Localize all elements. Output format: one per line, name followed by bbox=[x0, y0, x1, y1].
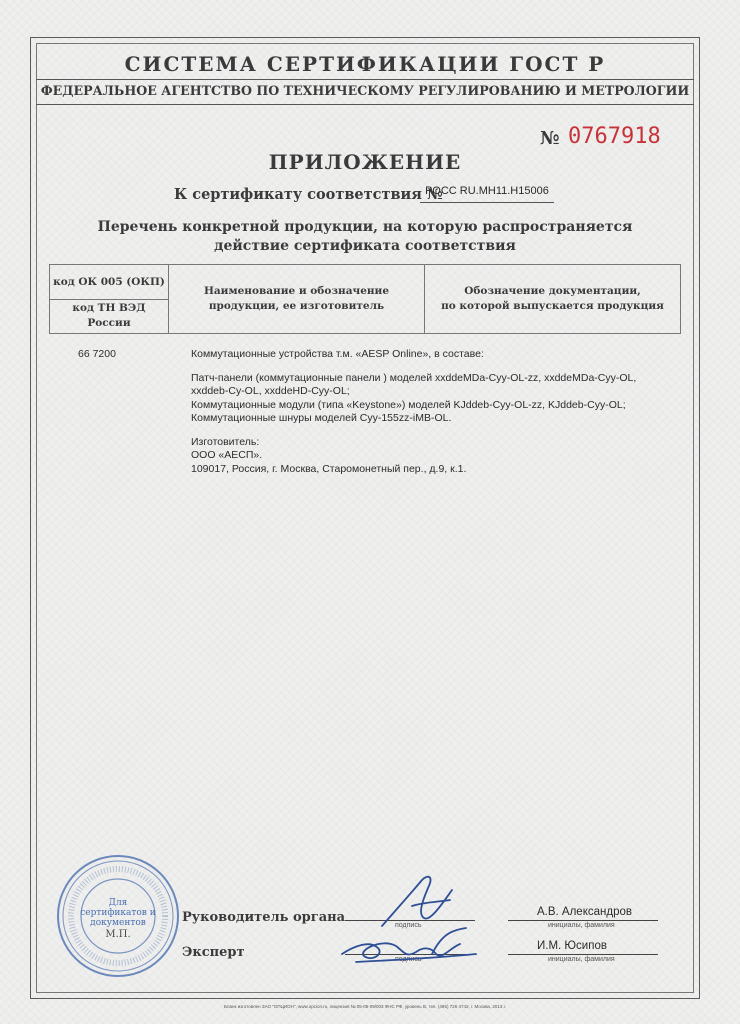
agency-title: ФЕДЕРАЛЬНОЕ АГЕНТСТВО ПО ТЕХНИЧЕСКОМУ РЕГУЛИРОВАНИЮ И МЕТРОЛОГИИ bbox=[40, 83, 690, 98]
stamp-text: документов bbox=[90, 918, 146, 928]
stamp-mp: М.П. bbox=[105, 929, 131, 940]
head-signature bbox=[372, 872, 467, 932]
product-item: Патч-панели (коммутационные панели ) моделей xxddeMDa-Cyy-OL-zz, xxddeMDa-Cyy-OL, xxddeb-Cy-OL, xxddeHD-Cyy-OL; bbox=[191, 371, 637, 397]
form-number: 0767918 bbox=[568, 124, 661, 149]
certificate-label: К сертификату соответствия № bbox=[174, 186, 443, 203]
column-documentation: Обозначение документации, по которой выпускается продукция bbox=[441, 285, 664, 312]
product-item: Коммутационные модули (типа «Keystone») моделей KJddeb-Cyy-OL-zz, KJddeb-Cyy-OL; bbox=[191, 398, 626, 411]
form-number-sign: № bbox=[540, 128, 560, 149]
document-title: ПРИЛОЖЕНИЕ bbox=[268, 150, 462, 174]
column-tnved-code: код ТН ВЭД России bbox=[72, 302, 146, 329]
initials-caption: инициалы, фамилия bbox=[548, 956, 615, 963]
product-table-header bbox=[49, 264, 681, 334]
expert-signature bbox=[336, 924, 486, 970]
expert-name-line bbox=[508, 954, 658, 955]
product-intro: Коммутационные устройства т.м. «AESP Online», в составе: bbox=[191, 348, 484, 360]
product-description bbox=[191, 348, 651, 476]
manufacturer-label: Изготовитель: bbox=[191, 435, 260, 448]
list-heading-line-1: Перечень конкретной продукции, на которую распространяется bbox=[97, 219, 633, 235]
manufacturer-name: ООО «АЕСП». bbox=[191, 449, 263, 461]
list-heading-line-2: действие сертификата соответствия bbox=[214, 238, 516, 254]
stamp-text: Для bbox=[108, 898, 128, 908]
system-title: СИСТЕМА СЕРТИФИКАЦИИ ГОСТ Р bbox=[124, 52, 606, 76]
column-okp-code: код ОК 005 (ОКП) bbox=[53, 275, 165, 288]
expert-label: Эксперт bbox=[182, 945, 245, 960]
stamp-text: сертификатов и bbox=[80, 908, 156, 918]
header-divider-top bbox=[36, 79, 694, 80]
form-footer-note: Бланк изготовлен ЗАО "ОПЦИОН", www.opcion.ru, лицензия № 05-05-09/003 ФНС РФ, уровень B, тел. (495) 726 4742, г. Москва, 2013 г. bbox=[223, 1004, 507, 1009]
signature-caption: подпись bbox=[395, 956, 422, 963]
head-of-body-label: Руководитель органа bbox=[182, 910, 346, 925]
head-name-line bbox=[508, 920, 658, 921]
initials-caption: инициалы, фамилия bbox=[548, 922, 615, 929]
product-item: Коммутационные шнуры моделей Cyy-155zz-iMB-OL. bbox=[191, 412, 452, 424]
product-code: 66 7200 bbox=[78, 348, 116, 360]
signature-caption: подпись bbox=[395, 922, 422, 929]
stamp-seal bbox=[55, 853, 181, 979]
header-divider-bottom bbox=[36, 104, 694, 105]
head-name: А.В. Александров bbox=[537, 906, 632, 918]
list-heading bbox=[36, 218, 694, 256]
column-product-name: Наименование и обозначение продукции, ее изготовитель bbox=[203, 285, 390, 312]
expert-name: И.М. Юсипов bbox=[537, 940, 607, 952]
manufacturer-address: 109017, Россия, г. Москва, Старомонетный пер., д.9, к.1. bbox=[191, 462, 467, 475]
certificate-number: РОСС RU.МН11.Н15006 bbox=[420, 180, 554, 203]
